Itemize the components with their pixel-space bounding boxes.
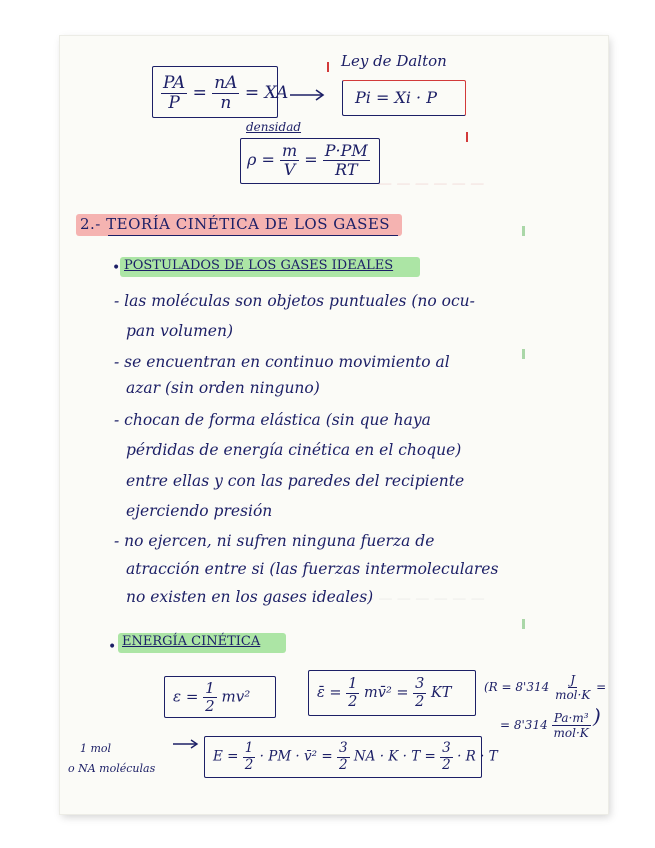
fraction-denominator: 2 <box>415 693 425 710</box>
bleed-through-mark <box>522 619 525 629</box>
text-line: pan volumen) <box>126 322 234 340</box>
equals-sign: = <box>304 150 318 169</box>
density-label: densidad <box>246 120 302 134</box>
fraction-numerator: 3 <box>442 740 451 756</box>
paper-sheet <box>60 36 608 814</box>
r-t-term: · R · T <box>457 748 498 765</box>
text-line: - chocan de forma elástica (sin que haya <box>114 411 431 429</box>
p-denominator: P <box>168 93 180 113</box>
energy-heading: ENERGÍA CINÉTICA <box>122 634 261 649</box>
fraction-numerator: 3 <box>338 740 348 756</box>
partial-pressure-formula: $\frac{PA}{P}$ = $\frac{nA}{n}$ = XA <box>163 73 289 113</box>
dalton-box <box>342 80 466 116</box>
text-line: azar (sin orden ninguno) <box>126 379 320 397</box>
rho-symbol: ρ = <box>247 150 275 169</box>
r-value-line1: (R = 8'314 <box>484 680 550 694</box>
fraction-numerator: 1 <box>348 676 358 692</box>
bleed-through-text: — — — — — — <box>378 176 485 192</box>
mean-kinetic-energy-box <box>308 670 476 716</box>
fraction-denominator: 2 <box>205 697 215 715</box>
bleed-through-mark <box>522 226 525 236</box>
text-line: pérdidas de energía cinética en el choque) <box>126 441 462 459</box>
right-arrow-icon <box>172 738 200 750</box>
xa-term: = XA <box>244 83 289 103</box>
text-line: ejerciendo presión <box>126 502 273 520</box>
na-k-t-term: NA · K · T = <box>353 748 436 765</box>
gas-constant-note-2 <box>500 712 591 739</box>
rt-denominator: RT <box>335 160 358 179</box>
text-line: entre ellas y con las paredes del recipiente <box>126 472 465 490</box>
mean-kinetic-energy-formula <box>317 677 451 709</box>
pm-v2-term: · PM · v̄² = <box>259 748 333 765</box>
bleed-through-mark <box>522 349 525 359</box>
section-title-underline <box>108 235 398 236</box>
unit-denominator: mol·K <box>553 726 589 740</box>
fraction-denominator: 2 <box>338 756 348 773</box>
fraction-numerator: 1 <box>205 679 215 697</box>
epsilon-mean-lhs: ε̄ = <box>317 685 342 701</box>
closing-paren: ) <box>593 704 601 728</box>
kinetic-energy-box <box>164 676 276 718</box>
red-corner-mark <box>466 132 468 142</box>
mol-note-line2: o NA moléculas <box>68 762 156 775</box>
e-lhs: E = <box>213 748 239 765</box>
fraction-denominator: 2 <box>348 693 358 710</box>
dalton-formula: Pi = Xi · P <box>355 88 437 107</box>
epsilon-lhs: ε = <box>173 687 199 706</box>
molar-kinetic-energy-formula <box>213 742 498 772</box>
unit-numerator: Pa·m³ <box>553 711 589 725</box>
pa-numerator: PA <box>163 73 186 93</box>
density-box <box>240 138 380 184</box>
fraction-numerator: 1 <box>244 740 254 756</box>
equals-sign: = <box>596 680 607 694</box>
bullet-dot: • <box>112 260 121 276</box>
ppm-numerator: P·PM <box>324 141 368 160</box>
text-line: no existen en los gases ideales) <box>126 588 374 606</box>
right-arrow-icon <box>288 88 328 102</box>
mol-note-line1: 1 mol <box>80 742 112 755</box>
r-value-line2: = 8'314 <box>500 718 548 732</box>
kt-term: KT <box>430 685 452 701</box>
fraction-numerator: 3 <box>415 676 425 692</box>
mv2-mean-term: mv̄² = <box>364 685 409 701</box>
red-corner-mark <box>327 62 329 72</box>
text-line: atracción entre si (las fuerzas intermoleculares <box>126 560 499 578</box>
m-numerator: m <box>282 141 298 160</box>
unit-denominator: mol·K <box>555 688 591 702</box>
text-line: - no ejercen, ni sufren ninguna fuerza de <box>114 532 435 550</box>
text-line: - las moléculas son objetos puntuales (no ocu- <box>114 292 475 310</box>
gas-constant-note <box>484 674 606 701</box>
density-formula <box>247 143 370 178</box>
n-denominator: n <box>220 93 232 113</box>
molar-kinetic-energy-box <box>204 736 498 778</box>
text-line: - se encuentran en continuo movimiento al <box>114 353 450 371</box>
dalton-label: Ley de Dalton <box>341 52 447 70</box>
postulados-heading: POSTULADOS DE LOS GASES IDEALES <box>124 258 394 273</box>
fraction-denominator: 2 <box>244 756 254 773</box>
mv2-term: mv² <box>221 687 251 706</box>
partial-pressure-box <box>152 66 289 118</box>
unit-numerator: J <box>570 673 576 687</box>
section-title: 2.- TEORÍA CINÉTICA DE LOS GASES <box>80 215 391 233</box>
bullet-dot: • <box>108 639 117 655</box>
na-numerator: nA <box>214 73 238 93</box>
v-denominator: V <box>283 160 296 179</box>
bleed-through-text: — — — — — — — <box>360 591 485 607</box>
fraction-denominator: 2 <box>442 756 451 773</box>
kinetic-energy-formula <box>173 681 250 714</box>
